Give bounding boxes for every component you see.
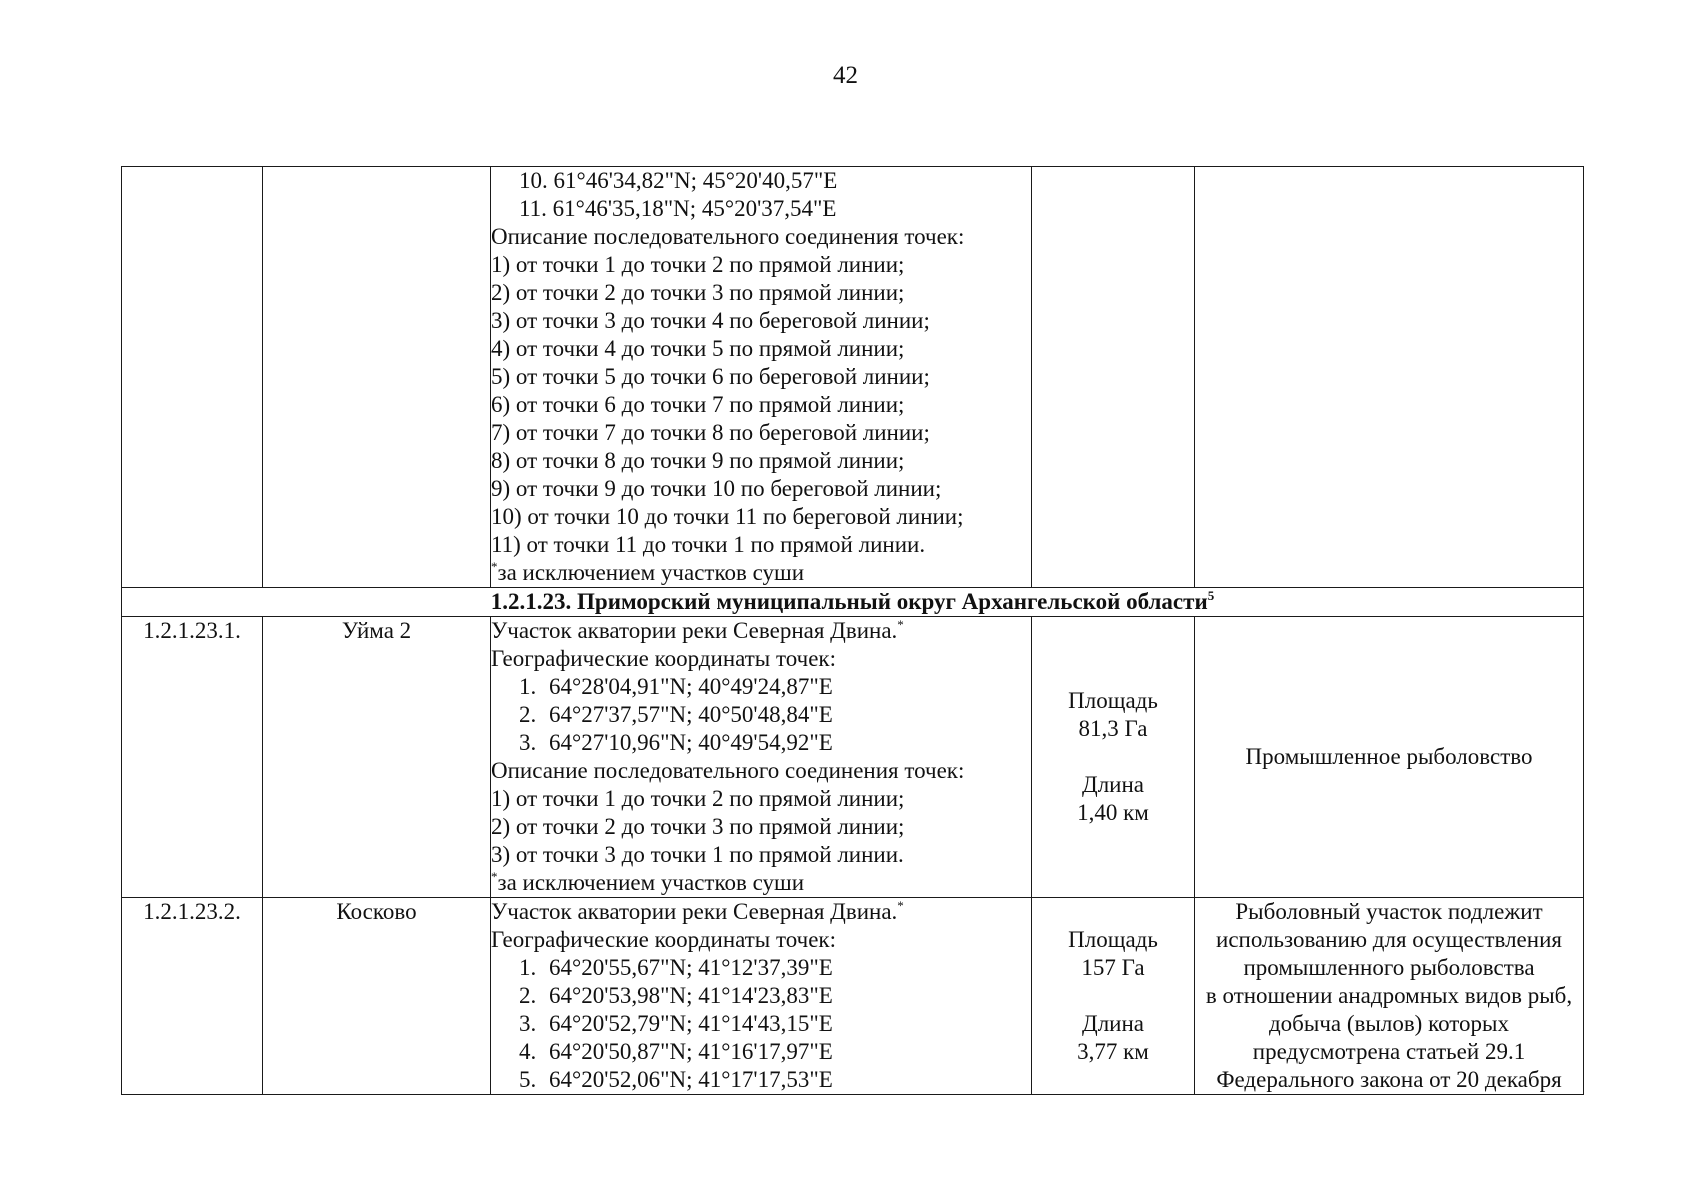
area-title-text: Участок акватории реки Северная Двина. [491,899,898,924]
use-text: Промышленное рыболовство [1245,744,1533,769]
description-line: 11) от точки 11 до точки 1 по прямой линии. [491,532,926,557]
description-line: 4) от точки 4 до точки 5 по прямой линии; [491,336,905,361]
section-title [122,588,1584,617]
coordinates-cell [491,617,1032,898]
code-cell-empty [122,167,263,588]
area-label: Площадь [1068,688,1158,713]
point-line [491,1038,1031,1066]
footnote-mark: * [491,559,498,574]
use-line: Федерального закона от 20 декабря [1216,1067,1562,1092]
use-line: использованию для осуществления [1216,927,1562,952]
section-header-row [122,588,1584,617]
section-title-text: 1.2.1.23. Приморский муниципальный округ Архангельской области [490,589,1208,614]
point-coords: 61°46'34,82"N; 45°20'40,57"E [553,168,838,193]
area-value: 157 Га [1081,955,1145,980]
area-title [491,617,1031,645]
point-coords: 64°20'50,87"N; 41°16'17,97"E [549,1039,833,1064]
area-title [491,898,1031,926]
point-number: 3. [519,730,537,755]
area-title-text: Участок акватории реки Северная Двина. [491,618,898,643]
description-line: 2) от точки 2 до точки 3 по прямой линии; [491,814,905,839]
footnote-text: за исключением участков суши [497,870,805,895]
point-line [491,1010,1031,1038]
point-number: 10. [519,168,548,193]
use-line: предусмотрена статьей 29.1 [1252,1039,1526,1064]
coords-title: Географические координаты точек: [491,927,836,952]
coordinates-cell [491,167,1032,588]
point-coords: 64°20'52,79"N; 41°14'43,15"E [549,1011,833,1036]
point-line [491,167,1031,195]
use-line: в отношении анадромных видов рыб, [1205,983,1573,1008]
point-line [491,195,1031,223]
length-value: 3,77 км [1077,1039,1149,1064]
description-line: 6) от точки 6 до точки 7 по прямой линии; [491,392,905,417]
measure-cell [1032,898,1195,1095]
point-line [491,701,1031,729]
row-name: Уйма 2 [263,617,491,898]
area-label: Площадь [1068,927,1158,952]
point-line [491,982,1031,1010]
footnote-mark: * [491,869,498,884]
section-footnote-ref: 5 [1207,588,1215,603]
coordinates-cell [491,898,1032,1095]
description-line: 2) от точки 2 до точки 3 по прямой линии; [491,280,905,305]
fishing-areas-table [121,166,1584,1095]
page-number: 42 [833,62,858,89]
description-line: 7) от точки 7 до точки 8 по береговой линии; [491,420,930,445]
use-line: Рыболовный участок подлежит [1235,899,1543,924]
length-value: 1,40 км [1077,800,1149,825]
point-coords: 64°28'04,91"N; 40°49'24,87"E [549,674,833,699]
area-value: 81,3 Га [1078,716,1148,741]
table-row [122,898,1584,1095]
row-code: 1.2.1.23.2. [122,898,263,1095]
description-line: 1) от точки 1 до точки 2 по прямой линии; [491,786,905,811]
point-line [491,954,1031,982]
row-code: 1.2.1.23.1. [122,617,263,898]
measure-cell-empty [1032,167,1195,588]
use-cell [1195,898,1584,1095]
continuation-row [122,167,1584,588]
point-number: 1. [519,955,537,980]
use-line: промышленного рыболовства [1243,955,1535,980]
footnote-line [491,869,1031,897]
description-line: 10) от точки 10 до точки 11 по береговой линии; [491,504,964,529]
point-coords: 64°20'52,06"N; 41°17'17,53"E [549,1067,833,1092]
description-line: 3) от точки 3 до точки 4 по береговой линии; [491,308,930,333]
area-mark: * [897,617,904,632]
description-line: 8) от точки 8 до точки 9 по прямой линии; [491,448,905,473]
coords-title: Географические координаты точек: [491,646,836,671]
point-number: 5. [519,1067,537,1092]
name-cell-empty [263,167,491,588]
point-line [491,729,1031,757]
description-line: 1) от точки 1 до точки 2 по прямой линии; [491,252,905,277]
footnote-line [491,559,1031,587]
measure-cell [1032,617,1195,898]
table-row [122,617,1584,898]
point-number: 1. [519,674,537,699]
description-line: 5) от точки 5 до точки 6 по береговой линии; [491,364,930,389]
length-label: Длина [1082,772,1144,797]
description-line: 9) от точки 9 до точки 10 по береговой линии; [491,476,942,501]
use-cell [1195,617,1584,898]
point-number: 2. [519,983,537,1008]
footnote-text: за исключением участков суши [497,560,805,585]
point-coords: 64°20'55,67"N; 41°12'37,39"E [549,955,833,980]
point-coords: 64°27'10,96"N; 40°49'54,92"E [549,730,833,755]
point-coords: 64°20'53,98"N; 41°14'23,83"E [549,983,833,1008]
point-number: 2. [519,702,537,727]
area-mark: * [897,898,904,913]
description-line: 3) от точки 3 до точки 1 по прямой линии. [491,842,904,867]
point-line [491,1066,1031,1094]
length-label: Длина [1082,1011,1144,1036]
use-line: добыча (вылов) которых [1268,1011,1509,1036]
point-coords: 61°46'35,18"N; 45°20'37,54"E [552,196,837,221]
point-number: 4. [519,1039,537,1064]
use-cell-empty [1195,167,1584,588]
point-line [491,673,1031,701]
row-name: Косково [263,898,491,1095]
point-number: 11. [519,196,547,221]
point-number: 3. [519,1011,537,1036]
description-title: Описание последовательного соединения точек: [491,758,965,783]
description-title: Описание последовательного соединения точек: [491,224,965,249]
point-coords: 64°27'37,57"N; 40°50'48,84"E [549,702,833,727]
